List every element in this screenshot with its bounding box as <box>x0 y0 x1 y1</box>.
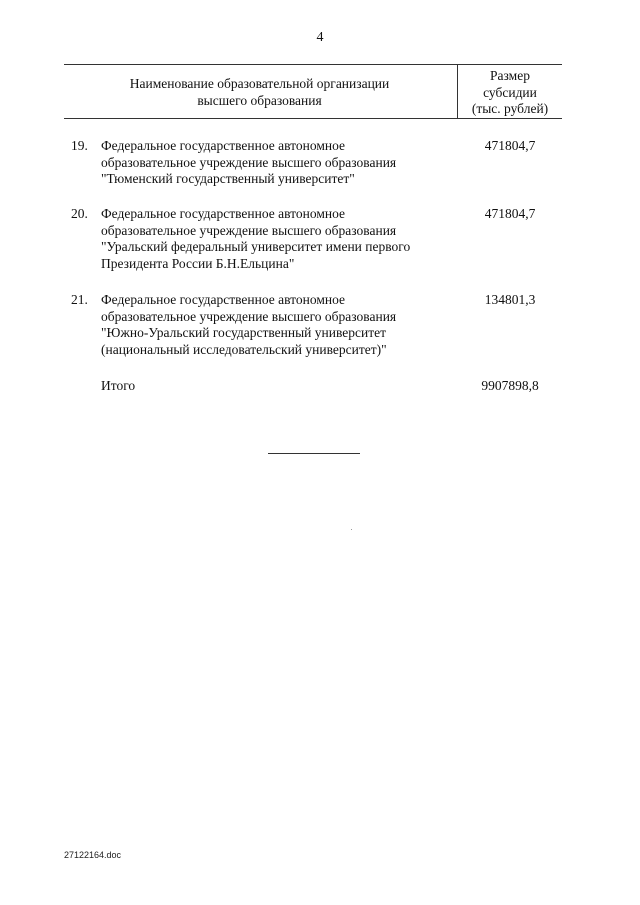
document-code: 27122164.doc <box>64 850 122 860</box>
total-amount: 9907898,8 <box>481 378 539 393</box>
row-number: 20. <box>71 206 88 221</box>
page-number: 4 <box>316 30 324 45</box>
row-name-line: "Южно-Уральский государственный университет <box>101 325 387 341</box>
row-name-line: образовательное учреждение высшего образования <box>101 222 397 238</box>
end-of-document-rule <box>268 453 360 454</box>
row-name-line: образовательное учреждение высшего образования <box>101 308 397 324</box>
header-amount-line: (тыс. рублей) <box>471 101 549 116</box>
row-name-line: (национальный исследовательский университет)" <box>101 342 387 358</box>
row-organization-name <box>101 292 461 359</box>
row-name-line: "Тюменский государственный университет" <box>101 171 355 187</box>
scan-speck <box>351 529 352 530</box>
row-name-line: Президента России Б.Н.Ельцина" <box>101 256 295 272</box>
row-number: 21. <box>71 292 88 307</box>
row-amount: 471804,7 <box>484 206 536 221</box>
row-name-line: Федеральное государственное автономное <box>101 206 346 221</box>
row-name-line: образовательное учреждение высшего образования <box>101 154 397 170</box>
header-amount-line: субсидии <box>483 84 537 100</box>
total-label: Итого <box>101 378 136 393</box>
header-name-column <box>64 75 455 109</box>
row-amount: 471804,7 <box>484 138 536 153</box>
header-name-line: высшего образования <box>197 93 322 108</box>
header-name-line: Наименование образовательной организации <box>129 76 390 91</box>
row-organization-name <box>101 138 461 188</box>
header-amount-column <box>458 68 562 118</box>
row-organization-name <box>101 206 461 273</box>
row-name-line: "Уральский федеральный университет имени первого <box>101 239 411 255</box>
table-header <box>64 64 562 119</box>
header-amount-line: Размер <box>490 68 530 83</box>
row-name-line: Федеральное государственное автономное <box>101 292 346 307</box>
row-number: 19. <box>71 138 88 153</box>
row-amount: 134801,3 <box>484 292 536 307</box>
row-name-line: Федеральное государственное автономное <box>101 138 346 153</box>
